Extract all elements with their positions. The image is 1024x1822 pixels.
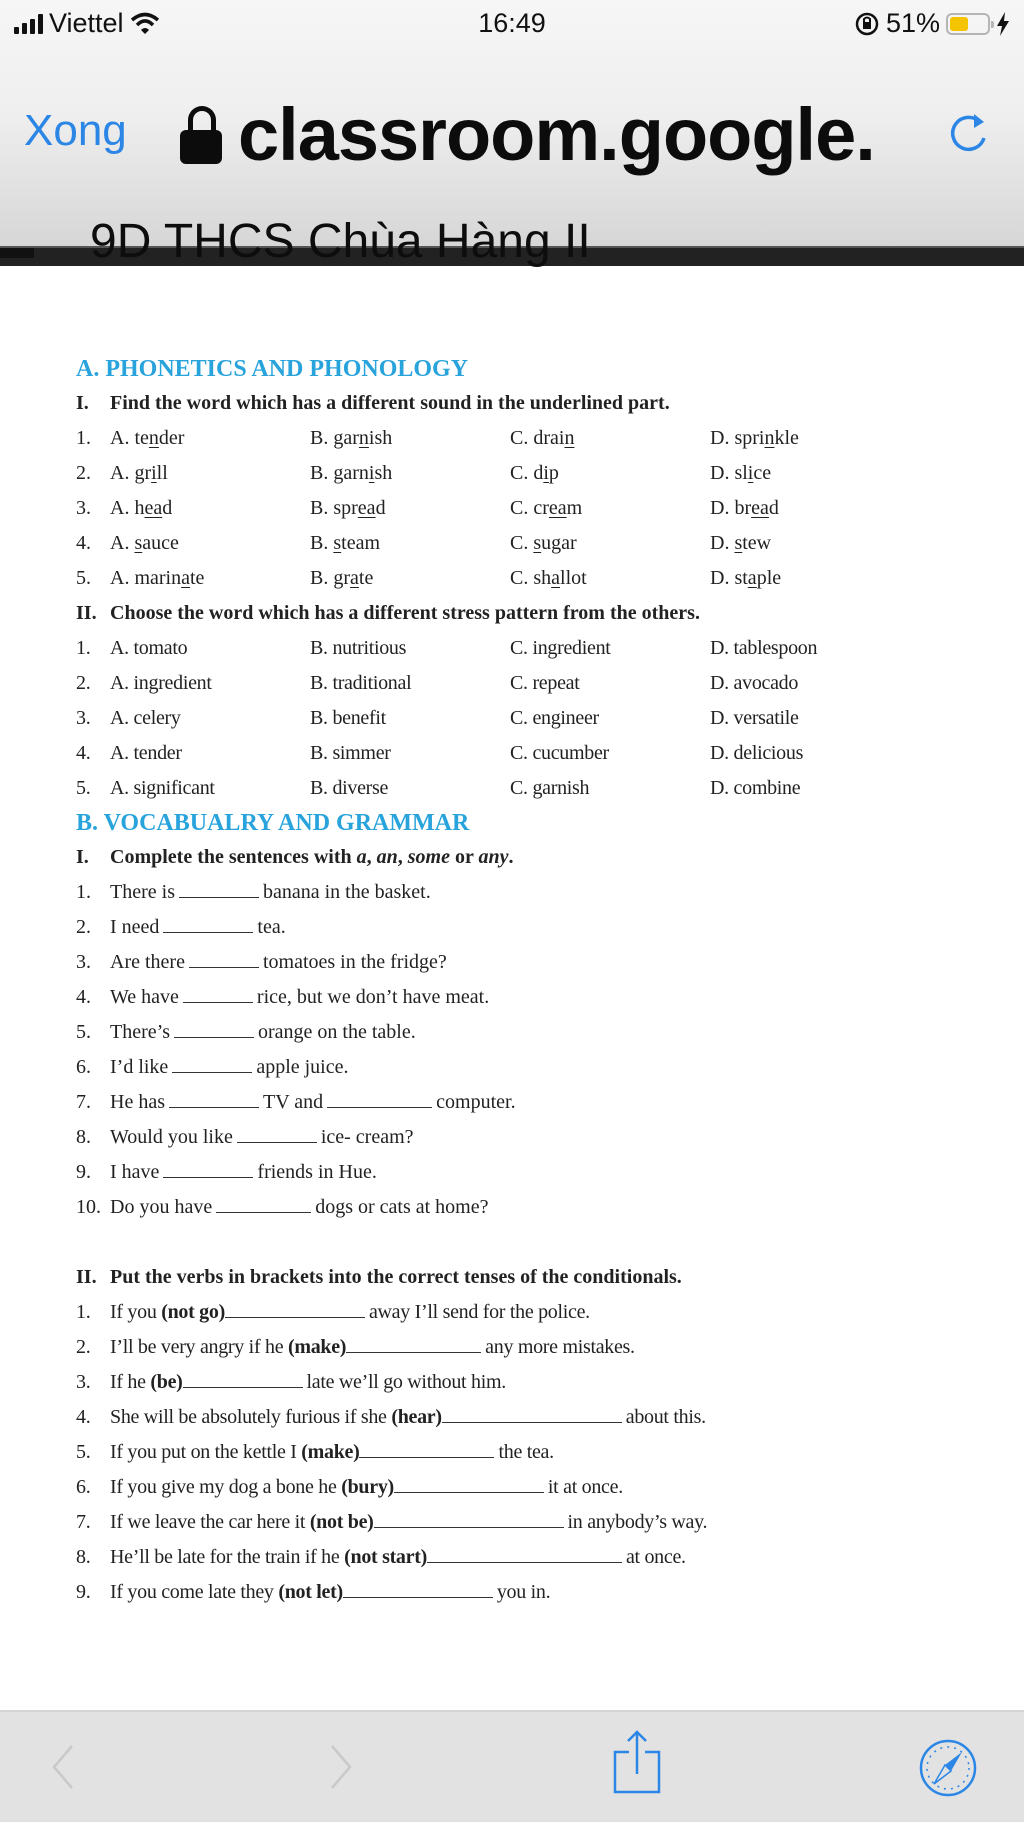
part-number: II.: [76, 1266, 97, 1288]
question-row: [76, 701, 976, 736]
answer-option[interactable]: A. celery: [110, 707, 181, 729]
question-row: [76, 1365, 976, 1400]
charging-icon: [996, 12, 1010, 36]
question-number: 5.: [76, 1441, 91, 1463]
sentence-text: He’ll be late for the train if he: [110, 1546, 345, 1568]
answer-option[interactable]: B. traditional: [310, 672, 412, 694]
underlined-part: a: [350, 567, 359, 589]
question-number: 10.: [76, 1196, 101, 1218]
answer-option[interactable]: A. sauce: [110, 532, 179, 554]
sentence-text: any more mistakes.: [485, 1336, 635, 1358]
spacer: [76, 1225, 976, 1260]
forward-button[interactable]: [326, 1742, 356, 1792]
part-number: I.: [76, 392, 89, 414]
sentence-text: If you: [110, 1301, 162, 1323]
verb-hint: (bury): [341, 1476, 394, 1498]
answer-blank[interactable]: [374, 1511, 564, 1528]
answer-option[interactable]: A. marinate: [110, 567, 205, 589]
part-number: I.: [76, 846, 89, 868]
nav-bar: [0, 80, 1024, 190]
done-button[interactable]: Xong: [24, 106, 127, 155]
answer-option[interactable]: C. cucumber: [510, 742, 609, 764]
answer-option[interactable]: D. staple: [710, 567, 782, 589]
verb-hint: (not let): [278, 1581, 343, 1603]
browser-chrome: [0, 0, 1024, 248]
sentence-text: If we leave the car here it: [110, 1511, 310, 1533]
sentence-text: in anybody’s way.: [567, 1511, 708, 1533]
sentence-text: tomatoes in the fridge?: [262, 951, 447, 973]
answer-blank[interactable]: [343, 1581, 493, 1598]
sentence-text: I’ll be very angry if he: [110, 1336, 288, 1358]
sentence: [110, 1435, 554, 1470]
answer-option[interactable]: A. tender: [110, 427, 185, 449]
question-row: [76, 1050, 976, 1085]
sentence-text: If he: [110, 1371, 151, 1393]
instruction-fragment: Complete the sentences with: [110, 846, 357, 868]
sentence: [110, 1295, 590, 1330]
sentence-text: I need: [110, 916, 160, 938]
sentence-text: She will be absolutely furious if she: [110, 1406, 392, 1428]
instruction-fragment: .: [508, 846, 514, 868]
class-title: 9D THCS Chùa Hàng II: [90, 215, 591, 268]
instruction-fragment: ,: [366, 846, 377, 868]
question-number: 1.: [76, 427, 91, 449]
answer-blank[interactable]: [427, 1546, 622, 1563]
sentence-text: There is: [110, 881, 175, 903]
answer-option[interactable]: C. ingredient: [510, 637, 611, 659]
answer-option[interactable]: B. simmer: [310, 742, 391, 764]
question-number: 3.: [76, 707, 91, 729]
orientation-lock-icon: [854, 11, 880, 37]
answer-blank[interactable]: [179, 881, 259, 898]
sentence-text: If you put on the kettle I: [110, 1441, 302, 1463]
answer-option[interactable]: A. tender: [110, 742, 182, 764]
sentence-text: TV and: [262, 1091, 324, 1113]
question-row: [76, 1295, 976, 1330]
chevron-left-icon: [54, 1746, 72, 1788]
answer-blank[interactable]: [174, 1021, 254, 1038]
answer-option[interactable]: D. slice: [710, 462, 772, 484]
sentence-text: at once.: [625, 1546, 686, 1568]
answer-option[interactable]: D. versatile: [710, 707, 799, 729]
question-row: [76, 1330, 976, 1365]
question-row: [76, 1015, 976, 1050]
conditionals-question-list: [76, 1295, 976, 1610]
verb-hint: (make): [287, 1336, 347, 1358]
battery-icon: [946, 13, 990, 35]
answer-option[interactable]: B. garnish: [310, 427, 393, 449]
answer-blank[interactable]: [216, 1196, 311, 1213]
chevron-right-icon: [332, 1746, 350, 1788]
question-row: [76, 771, 976, 806]
question-number: 3.: [76, 1371, 91, 1393]
sentence-text: the tea.: [498, 1441, 554, 1463]
sentence-text: about this.: [625, 1406, 706, 1428]
question-row: [76, 1435, 976, 1470]
question-number: 4.: [76, 532, 91, 554]
sentence: [110, 980, 489, 1015]
answer-option[interactable]: A. ingredient: [110, 672, 212, 694]
underlined-part: i: [747, 462, 754, 484]
answer-option[interactable]: A. tomato: [110, 637, 188, 659]
part-number: II.: [76, 602, 97, 624]
underlined-part: i: [543, 462, 549, 484]
answer-option[interactable]: C. drain: [510, 427, 575, 449]
sentence-text: it at once.: [547, 1476, 623, 1498]
sentence: [110, 1505, 707, 1540]
sentence-text: Would you like: [110, 1126, 233, 1148]
question-number: 2.: [76, 462, 91, 484]
question-number: 8.: [76, 1546, 91, 1568]
sentence-text: If you come late they: [110, 1581, 279, 1603]
answer-option[interactable]: B. benefit: [310, 707, 386, 729]
url-display[interactable]: [180, 92, 875, 177]
status-time: 16:49: [478, 8, 546, 38]
articles-question-list: [76, 875, 976, 1225]
answer-blank[interactable]: [346, 1336, 481, 1353]
underlined-part: ea: [144, 497, 163, 519]
sentence: [110, 1155, 377, 1190]
answer-option[interactable]: B. nutritious: [310, 637, 407, 659]
sentence: [110, 945, 447, 980]
question-row: [76, 421, 976, 456]
sentence-text: banana in the basket.: [262, 881, 431, 903]
verb-hint: (not go): [161, 1301, 225, 1323]
article-word: some: [407, 846, 450, 868]
phonetics-question-list: [76, 421, 976, 596]
instruction-fragment: ,: [397, 846, 408, 868]
answer-option[interactable]: D. tablespoon: [710, 637, 818, 659]
instruction-fragment: or: [449, 846, 479, 868]
question-number: 4.: [76, 1406, 91, 1428]
question-row: [76, 1505, 976, 1540]
answer-blank[interactable]: [225, 1301, 365, 1318]
sentence: [110, 1400, 706, 1435]
question-row: [76, 1400, 976, 1435]
sentence-text: orange on the table.: [257, 1021, 416, 1043]
answer-option[interactable]: C. dip: [510, 462, 559, 484]
article-word: any: [478, 846, 509, 868]
sentence-text: I have: [110, 1161, 160, 1183]
sentence: [110, 910, 286, 945]
sentence: [110, 1575, 550, 1610]
answer-option[interactable]: D. bread: [710, 497, 779, 519]
underlined-part: s: [533, 532, 542, 554]
sentence-text: Do you have: [110, 1196, 213, 1218]
question-number: 5.: [76, 567, 91, 589]
underlined-part: s: [134, 532, 143, 554]
verb-hint: (make): [301, 1441, 360, 1463]
section-b-part2-instruction: [76, 1260, 976, 1295]
answer-option[interactable]: C. sugar: [510, 532, 577, 554]
question-row: [76, 561, 976, 596]
question-row: [76, 736, 976, 771]
underlined-part: i: [151, 462, 157, 484]
stress-question-list: [76, 631, 976, 806]
sentence: [110, 1330, 635, 1365]
sentence: [110, 1015, 416, 1050]
answer-option[interactable]: B. garnish: [310, 462, 393, 484]
question-row: [76, 491, 976, 526]
underlined-part: s: [734, 532, 743, 554]
answer-option[interactable]: A. head: [110, 497, 173, 519]
question-number: 9.: [76, 1161, 91, 1183]
battery-percent: 51%: [885, 8, 940, 38]
answer-blank[interactable]: [163, 1161, 253, 1178]
section-a-part1-instruction: [76, 386, 976, 421]
question-row: [76, 1470, 976, 1505]
question-number: 2.: [76, 672, 91, 694]
sentence-text: late we’ll go without him.: [306, 1371, 506, 1393]
sentence-text: Are there: [110, 951, 185, 973]
answer-blank[interactable]: [169, 1091, 259, 1108]
instruction-text: Find the word which has a different sound in the underlined part.: [110, 392, 670, 414]
sentence-text: There’s: [110, 1021, 170, 1043]
underlined-part: a: [551, 567, 561, 589]
section-b-title: B. VOCABUALRY AND GRAMMAR: [76, 810, 470, 836]
underlined-part: i: [368, 462, 375, 484]
answer-option[interactable]: C. shallot: [510, 567, 587, 589]
question-number: 3.: [76, 951, 91, 973]
sentence: [110, 1190, 488, 1225]
sentence: [110, 1365, 506, 1400]
question-row: [76, 945, 976, 980]
sentence-text: apple juice.: [256, 1056, 349, 1078]
question-number: 1.: [76, 881, 91, 903]
sentence-text: dogs or cats at home?: [315, 1196, 489, 1218]
instruction-text: [110, 846, 513, 868]
instruction-text: Put the verbs in brackets into the correct tenses of the conditionals.: [110, 1266, 682, 1288]
question-number: 1.: [76, 637, 91, 659]
menu-icon[interactable]: [0, 248, 34, 258]
carrier-label: Viettel: [49, 8, 124, 38]
sentence-text: I’d like: [110, 1056, 169, 1078]
question-row: [76, 526, 976, 561]
sentence: [110, 1540, 686, 1575]
verb-hint: (be): [150, 1371, 183, 1393]
answer-option[interactable]: C. repeat: [510, 672, 580, 694]
question-row: [76, 1540, 976, 1575]
section-a-part2-instruction: [76, 596, 976, 631]
question-row: [76, 631, 976, 666]
share-icon: [615, 1732, 659, 1792]
question-row: [76, 875, 976, 910]
answer-option[interactable]: B. diverse: [310, 777, 389, 799]
question-number: 5.: [76, 1021, 91, 1043]
answer-option[interactable]: B. spread: [310, 497, 386, 519]
lock-icon: [180, 106, 222, 164]
answer-option[interactable]: D. avocado: [710, 672, 799, 694]
answer-blank[interactable]: [442, 1406, 622, 1423]
sentence-text: friends in Hue.: [257, 1161, 377, 1183]
sentence: [110, 1050, 349, 1085]
instruction-text: Choose the word which has a different stress pattern from the others.: [110, 602, 700, 624]
answer-blank[interactable]: [163, 916, 253, 933]
answer-blank[interactable]: [189, 951, 259, 968]
answer-option[interactable]: D. combine: [710, 777, 801, 799]
sentence-text: He has: [110, 1091, 165, 1113]
answer-option[interactable]: B. grate: [310, 567, 374, 589]
answer-option[interactable]: C. garnish: [510, 777, 590, 799]
sentence: [110, 1470, 623, 1505]
answer-option[interactable]: C. cream: [510, 497, 583, 519]
answer-option[interactable]: D. delicious: [710, 742, 804, 764]
battery-fill: [950, 17, 968, 31]
classroom-header: [0, 215, 1024, 268]
question-number: 1.: [76, 1301, 91, 1323]
question-row: [76, 666, 976, 701]
question-number: 6.: [76, 1476, 91, 1498]
question-number: 4.: [76, 742, 91, 764]
question-number: 2.: [76, 1336, 91, 1358]
answer-option[interactable]: A. significant: [110, 777, 215, 799]
question-number: 4.: [76, 986, 91, 1008]
article-word: an: [376, 846, 398, 868]
question-row: [76, 1575, 976, 1610]
verb-hint: (not be): [309, 1511, 374, 1533]
question-row: [76, 1155, 976, 1190]
underlined-part: ea: [357, 497, 376, 519]
sentence-text: computer.: [436, 1091, 516, 1113]
answer-blank[interactable]: [394, 1476, 544, 1493]
question-number: 6.: [76, 1056, 91, 1078]
answer-blank[interactable]: [237, 1126, 317, 1143]
question-row: [76, 980, 976, 1015]
answer-blank[interactable]: [359, 1441, 494, 1458]
underlined-part: ea: [751, 497, 769, 519]
question-row: [76, 910, 976, 945]
question-row: [76, 456, 976, 491]
compass-icon: [921, 1741, 975, 1795]
underlined-part: n: [764, 427, 775, 449]
question-row: [76, 1190, 976, 1225]
answer-option[interactable]: D. stew: [710, 532, 772, 554]
status-right: [854, 8, 1010, 39]
back-button[interactable]: [48, 1742, 78, 1792]
sentence-text: If you give my dog a bone he: [110, 1476, 342, 1498]
underlined-part: a: [747, 567, 757, 589]
question-number: 7.: [76, 1091, 91, 1113]
open-in-safari-button[interactable]: [918, 1738, 978, 1798]
bottom-toolbar: [0, 1710, 1024, 1822]
article-word: a: [356, 846, 367, 868]
worksheet: [76, 352, 976, 1610]
sentence-text: ice- cream?: [320, 1126, 414, 1148]
verb-hint: (not start): [344, 1546, 427, 1568]
sentence-text: rice, but we don’t have meat.: [256, 986, 490, 1008]
question-number: 7.: [76, 1511, 91, 1533]
answer-blank[interactable]: [172, 1056, 252, 1073]
answer-blank[interactable]: [327, 1091, 432, 1108]
question-number: 2.: [76, 916, 91, 938]
answer-option[interactable]: C. engineer: [510, 707, 599, 729]
question-number: 5.: [76, 777, 91, 799]
underlined-part: ea: [548, 497, 567, 519]
question-number: 9.: [76, 1581, 91, 1603]
question-row: [76, 1120, 976, 1155]
sentence: [110, 1085, 516, 1120]
answer-option[interactable]: B. steam: [310, 532, 381, 554]
section-a-title: A. PHONETICS AND PHONOLOGY: [76, 356, 469, 382]
underlined-part: n: [564, 427, 575, 449]
underlined-part: s: [333, 532, 342, 554]
answer-blank[interactable]: [183, 986, 253, 1003]
question-number: 8.: [76, 1126, 91, 1148]
url-text: classroom.google.: [238, 93, 875, 176]
share-button[interactable]: [612, 1728, 662, 1798]
answer-option[interactable]: A. grill: [110, 462, 168, 484]
reload-icon[interactable]: [946, 110, 994, 158]
sentence-text: away I’ll send for the police.: [368, 1301, 590, 1323]
underlined-part: a: [181, 567, 190, 589]
question-row: [76, 1085, 976, 1120]
underlined-part: n: [148, 427, 159, 449]
sentence-text: tea.: [257, 916, 286, 938]
sentence-text: We have: [110, 986, 179, 1008]
sentence: [110, 1120, 414, 1155]
section-b-part1-instruction: [76, 840, 976, 875]
sentence: [110, 875, 431, 910]
answer-option[interactable]: D. sprinkle: [710, 427, 799, 449]
answer-blank[interactable]: [183, 1371, 303, 1388]
sentence-text: you in.: [496, 1581, 551, 1603]
status-bar: [0, 0, 1024, 50]
verb-hint: (hear): [391, 1406, 442, 1428]
question-number: 3.: [76, 497, 91, 519]
underlined-part: n: [358, 427, 369, 449]
